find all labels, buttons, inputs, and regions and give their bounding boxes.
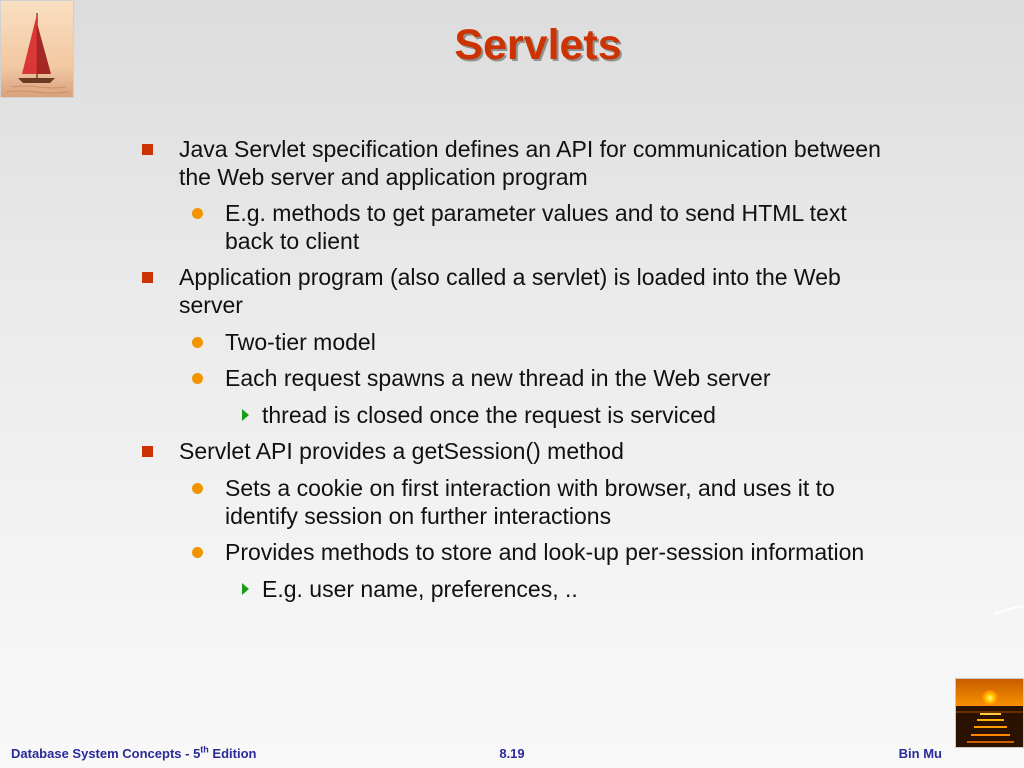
bullet-level1-item [135, 438, 895, 466]
dot-bullet-icon [191, 373, 225, 384]
sailboat-logo [0, 0, 74, 98]
bullet-level2-item [191, 365, 895, 393]
bullet-level2-item [191, 539, 895, 567]
triangle-bullet-icon [236, 409, 262, 421]
bullet-level3-item [236, 402, 895, 430]
bullet-text: E.g. methods to get parameter values and to send HTML text back to client [225, 200, 847, 254]
bullet-level2-item [191, 200, 895, 255]
dot-bullet-icon [191, 208, 225, 219]
footer-left-prefix: Database System Concepts - 5 [11, 746, 201, 761]
slide-accent-line [994, 606, 1024, 616]
bullet-level1-item [135, 264, 895, 319]
square-bullet-icon [135, 144, 179, 155]
footer-left-suffix: Edition [208, 746, 257, 761]
bullet-text: Two-tier model [225, 328, 376, 355]
bullet-text: Java Servlet specification defines an API for communication between the Web server and application program [179, 136, 881, 190]
square-bullet-icon [135, 272, 179, 283]
sunset-icon [956, 679, 1024, 748]
footer-author: Bin Mu [898, 746, 942, 761]
footer-left-sup: th [200, 744, 209, 755]
bullet-text: E.g. user name, preferences, .. [262, 575, 578, 602]
dot-bullet-icon [191, 547, 225, 558]
bullet-text: Provides methods to store and look-up per-session information [225, 539, 865, 566]
square-bullet-icon [135, 446, 179, 457]
dot-bullet-icon [191, 337, 225, 348]
sailboat-icon [1, 1, 74, 98]
bullet-level2-item [191, 475, 895, 530]
slide-title: Servlets [454, 21, 622, 69]
bullet-text: Application program (also called a servlet) is loaded into the Web server [179, 264, 841, 318]
bullet-content [135, 136, 895, 612]
bullet-text: Servlet API provides a getSession() method [179, 438, 624, 465]
bullet-level1-item [135, 136, 895, 191]
slide-footer [0, 740, 1024, 768]
triangle-bullet-icon [236, 583, 262, 595]
bullet-text: Each request spawns a new thread in the Web server [225, 365, 771, 392]
dot-bullet-icon [191, 483, 225, 494]
bullet-level2-item [191, 329, 895, 357]
bullet-text: thread is closed once the request is serviced [262, 401, 716, 428]
bullet-level3-item [236, 576, 895, 604]
sunset-image [955, 678, 1024, 748]
bullet-text: Sets a cookie on first interaction with browser, and uses it to identify session on further interactions [225, 474, 835, 529]
footer-page-number: 8.19 [499, 746, 525, 761]
